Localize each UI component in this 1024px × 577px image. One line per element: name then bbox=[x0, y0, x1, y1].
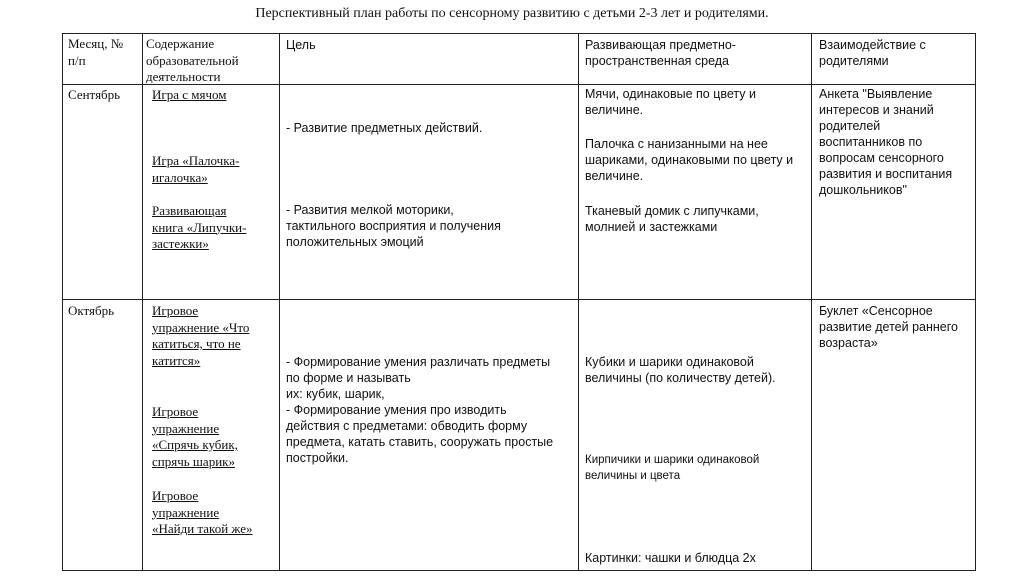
parents-cell: Анкета "Выявление интересов и знаний родителей воспитанников по вопросам сенсорного развития и воспитания дошкольников" bbox=[819, 87, 953, 197]
header-content: Содержание образовательной деятельности bbox=[146, 36, 239, 84]
environment-item: Тканевый домик с липучками, молнией и застежками bbox=[585, 204, 759, 234]
col-divider bbox=[811, 33, 812, 571]
goal-item: - Развития мелкой моторики, тактильного восприятия и получения положительных эмоций bbox=[286, 203, 501, 249]
environment-item: Кубики и шарики одинаковой величины (по количеству детей). bbox=[585, 355, 776, 385]
parents-cell: Буклет «Сенсорное развитие детей раннего возраста» bbox=[819, 304, 958, 350]
row-divider bbox=[62, 299, 976, 300]
environment-item: Мячи, одинаковые по цвету и величине. bbox=[585, 87, 757, 117]
header-environment: Развивающая предметно- пространственная среда bbox=[585, 38, 736, 68]
goal-item: - Формирование умения различать предметы по форме и называть их: кубик, шарик, - Формирование умения про изводить действия с предметами: обводить форму предмета, катать ставить, сооружать простые постройки. bbox=[286, 355, 554, 465]
header-parents: Взаимодействие с родителями bbox=[819, 38, 926, 68]
environment-item: Кирпичики и шарики одинаковой величины и цвета bbox=[585, 454, 760, 482]
plan-table bbox=[62, 33, 976, 571]
header-goal: Цель bbox=[286, 38, 316, 52]
table-border-top bbox=[62, 33, 976, 34]
table-border-bottom bbox=[62, 570, 976, 571]
activity-item: Игровое упражнение «Что катиться, что не катится» bbox=[152, 303, 250, 368]
activity-item: Игра с мячом bbox=[152, 87, 227, 102]
activity-item: Развивающая книга «Липучки- застежки» bbox=[152, 203, 247, 251]
environment-item: Палочка с нанизанными на нее шариками, одинаковыми по цвету и величине. bbox=[585, 137, 794, 183]
goal-item: - Развитие предметных действий. bbox=[286, 121, 483, 135]
activity-item: Игровое упражнение «Найди такой же» bbox=[152, 488, 253, 536]
page-title: Перспективный план работы по сенсорному развитию с детьми 2-3 лет и родителями. bbox=[255, 6, 769, 21]
activity-item: Игровое упражнение «Спрячь кубик, спрячь шарик» bbox=[152, 404, 238, 469]
col-divider bbox=[279, 33, 280, 571]
month-cell: Сентябрь bbox=[68, 87, 121, 102]
month-cell: Октябрь bbox=[68, 303, 115, 318]
activity-item: Игра «Палочка- игалочка» bbox=[152, 153, 240, 185]
col-divider bbox=[975, 33, 976, 571]
col-divider bbox=[62, 33, 63, 571]
header-month: Месяц, № п/п bbox=[68, 36, 124, 68]
col-divider bbox=[578, 33, 579, 571]
col-divider bbox=[142, 33, 143, 571]
environment-item: Картинки: чашки и блюдца 2х bbox=[585, 551, 756, 565]
